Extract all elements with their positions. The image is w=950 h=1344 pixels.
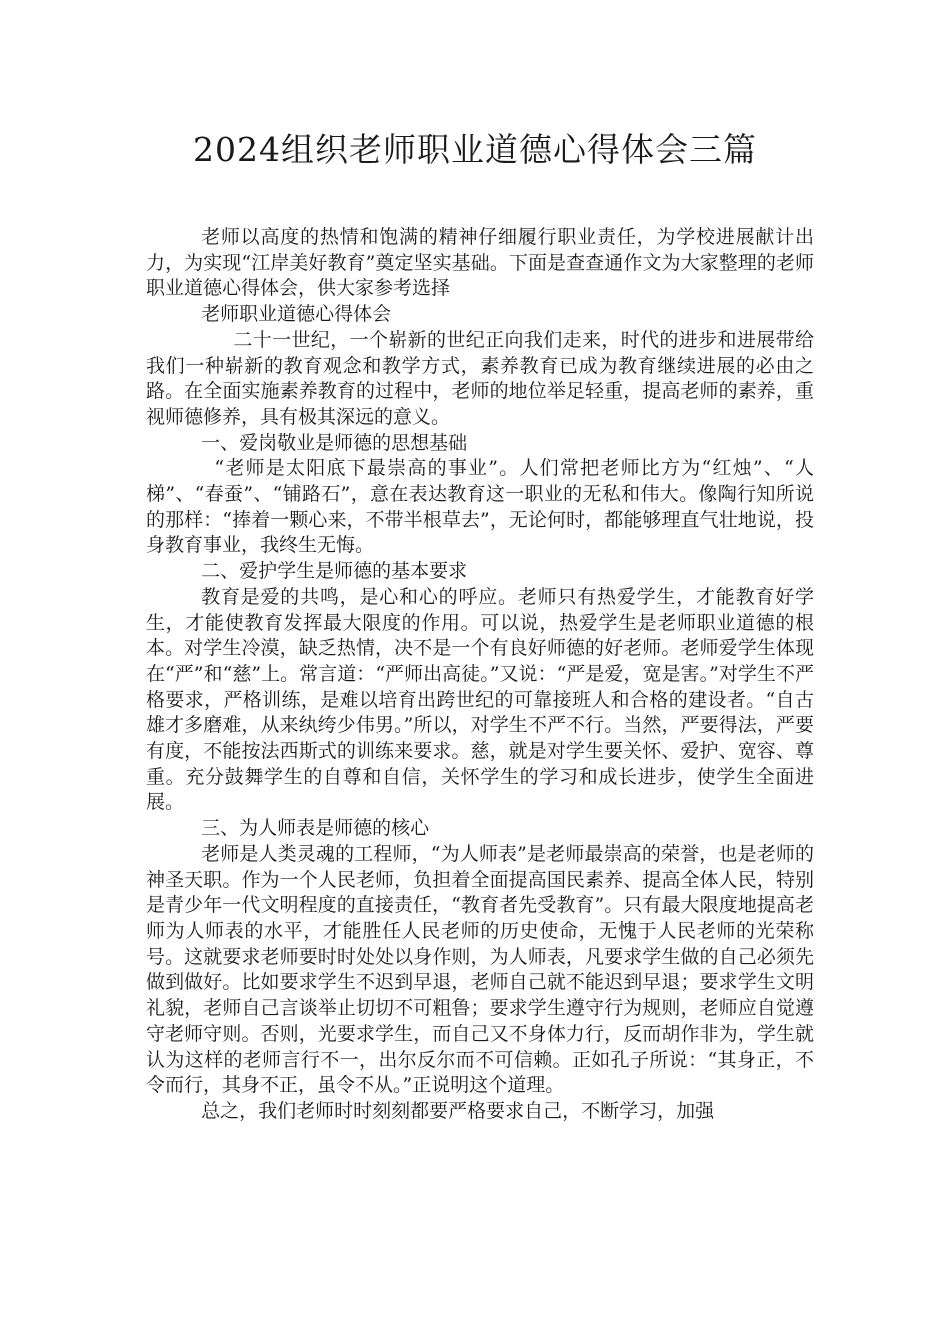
section-heading-main: 老师职业道德心得体会	[201, 303, 392, 326]
document-title: 2024组织老师职业道德心得体会三篇	[193, 130, 757, 169]
body-paragraph: “老师是太阳底下最崇高的事业”。人们常把老师比方为“红烛”、“人梯”、“春蚕”、“铺路石”，意在表达教育这一职业的无私和伟大。像陶行知所说的那样：“捧着一颗心来，不带半根草去”，无论何时，都能够理直气壮地说，投身教育事业，我终生无悔。	[146, 457, 814, 557]
section-heading-1: 一、爱岗敬业是师德的思想基础	[201, 431, 468, 454]
section-heading-2: 二、爱护学生是师德的基本要求	[201, 560, 468, 583]
body-paragraph: 二十一世纪，一个崭新的世纪正向我们走来，时代的进步和进展带给我们一种崭新的教育观念和教学方式，素养教育已成为教育继续进展的必由之路。在全面实施素养教育的过程中，老师的地位举足轻重，提高老师的素养，重视师德修养，具有极其深远的意义。	[146, 328, 814, 428]
body-paragraph: 老师是人类灵魂的工程师，“为人师表”是老师最崇高的荣誉，也是老师的神圣天职。作为一个人民老师，负担着全面提高国民素养、提高全体人民，特别是青少年一代文明程度的直接责任，“教育者先受教育”。只有最大限度地提高老师为人师表的水平，才能胜任人民老师的历史使命，无愧于人民老师的光荣称号。这就要求老师要时时处处以身作则，为人师表，凡要求学生做的自己必须先做到做好。比如要求学生不迟到早退，老师自己就不能迟到早退；要求学生文明礼貌，老师自己言谈举止切切不可粗鲁；要求学生遵守行为规则，老师应自觉遵守老师守则。否则，光要求学生，而自己又不身体力行，反而胡作非为，学生就认为这样的老师言行不一，出尔反尔而不可信赖。正如孔子所说：“其身正，不令而行，其身不正，虽令不从。”正说明这个道理。	[146, 842, 814, 1097]
document-body	[146, 225, 814, 1125]
body-paragraph: 总之，我们老师时时刻刻都要严格要求自己，不断学习，加强	[201, 1099, 715, 1122]
section-heading-3: 三、为人师表是师德的核心	[201, 817, 430, 840]
body-paragraph: 教育是爱的共鸣，是心和心的呼应。老师只有热爱学生，才能教育好学生，才能使教育发挥最大限度的作用。可以说，热爱学生是老师职业道德的根本。对学生冷漠，缺乏热情，决不是一个有良好师德的好老师。老师爱学生体现在“严”和“慈”上。常言道：“严师出高徒。”又说：“严是爱，宽是害。”对学生不严格要求，严格训练，是难以培育出跨世纪的可靠接班人和合格的建设者。“自古雄才多磨难，从来纨绔少伟男。”所以，对学生不严不行。当然，严要得法，严要有度，不能按法西斯式的训练来要求。慈，就是对学生要关怀、爱护、宽容、尊重。充分鼓舞学生的自尊和自信，关怀学生的学习和成长进步，使学生全面进展。	[146, 585, 814, 814]
intro-paragraph: 老师以高度的热情和饱满的精神仔细履行职业责任，为学校进展献计出力，为实现“江岸美好教育”奠定坚实基础。下面是查查通作文为大家整理的老师职业道德心得体会，供大家参考选择	[146, 226, 814, 300]
